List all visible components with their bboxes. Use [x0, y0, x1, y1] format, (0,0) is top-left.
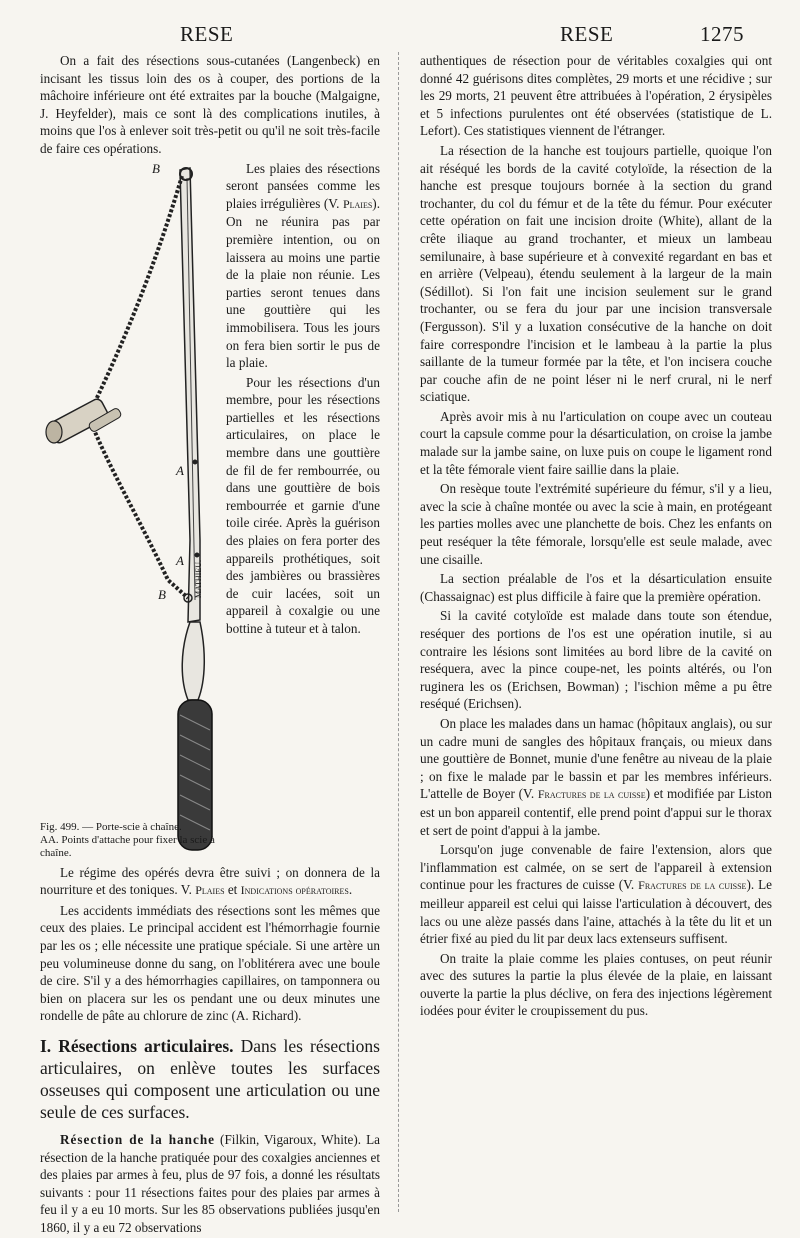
cross-reference: Plaies: [342, 196, 373, 211]
paragraph: [420, 841, 772, 948]
paragraph-text: ). Le meilleur appareil est celui qui laisse l'articulation à découvert, des lacs ou une alèze passés dans l'aine, attachés à la tête du lit et un étrier fixé au pied du lit par deux lacs extenseurs suffisent.: [420, 877, 772, 947]
maker-mark: MATHIEU.: [194, 559, 203, 598]
section-heading-title: I. Résections articulaires.: [40, 1035, 234, 1056]
section-heading-text: Dans les résections articulaires, on enlève toutes les surfaces osseuses qui composent une articulation ou une seule de ces surfaces.: [40, 1035, 380, 1122]
paragraph: Après avoir mis à nu l'articulation on coupe avec un couteau court la capsule comme pour la désarticulation, on croise la jambe malade sur la jambe saine, on luxe puis on coupe le ligament rond et la tête fémorale vient faire saillie dans la plaie.: [420, 408, 772, 477]
cross-reference: Indications opératoires: [240, 883, 349, 898]
cross-reference: Fractures de la cuisse: [638, 878, 747, 893]
left-column: [40, 52, 380, 1238]
paragraph-text: On a fait des résections sous-cutanées (Langenbeck) en incisant les tissus loin des os à couper, des portions de la mâchoire inférieure ont été extraites par la bouche (Malgaigne, J. Heyfelder), mais ce sont là des complications inutiles, à moins que l'os à enlever soit très-petit ou qu'il ne soit très-facile de faire ces opérations.: [40, 53, 380, 156]
section-heading: [40, 1035, 380, 1123]
paragraph: On resèque toute l'extrémité supérieure du fémur, s'il y a lieu, avec la scie à chaîne montée ou avec la scie à main, en protégeant les parties molles avec une planchette de bois. Chez les enfants on peut reséquer la tête fémorale, lorsqu'elle est seule malade, avec une cisaille.: [420, 481, 772, 567]
bone-specimen: [46, 397, 122, 445]
running-head-left: RESE: [180, 22, 234, 46]
paragraph: [40, 52, 380, 158]
paragraph: [40, 864, 380, 900]
cross-reference: Plaies: [195, 883, 225, 898]
paragraph: On traite la plaie comme les plaies contuses, on peut réunir avec des sutures la partie la plus élevée de la plaie, en laissant ouverte la partie la plus déclive, on fera des injections légèrement iodées pour éviter le croupissement du pus.: [420, 950, 772, 1019]
paragraph: [40, 1131, 380, 1237]
paragraph-text: .: [348, 882, 353, 898]
page-number: 1275: [700, 22, 744, 46]
paragraph-text: Les plaies des résections seront pansées comme les plaies irrégulières (V.: [226, 160, 380, 211]
figure-label-b-bottom: B: [158, 586, 166, 602]
paragraph: Les accidents immédiats des résections sont les mêmes que ceux des plaies. Le principal accident est l'hémorrhagie fournie par les os ; elle nécessite une pratique spéciale. Si une artère un peu volumineuse donne du sang, on l'oblitérera avec une boule de cire. S'il y a des hémorrhagies capillaires, on tamponnera ou bien on placera sur les os pendant une ou deux minutes une rondelle de pâte au chlorure de zinc (A. Richard).: [40, 902, 380, 1024]
figure-caption: [40, 821, 220, 860]
figure-label-b-top: B: [152, 160, 160, 176]
paragraph-text: ). On ne réunira pas par première intention, ou on laissera au moins une partie de la plaie non réunie. Les parties seront tenues dans une gouttière qui les immobilisera. Tous les jours on fera bien sortir le pus de la plaie.: [226, 195, 380, 371]
figure-label-a2: A: [176, 552, 184, 568]
chain-saw-holder-illustration: [40, 160, 220, 860]
right-column: [420, 52, 772, 1022]
paragraph: authentiques de résection pour de véritables coxalgies qui ont donné 42 guérisons dites complètes, 29 morts et une récidive ; sur les 29 morts, 21 peuvent être attribuées à l'opération, 2 érysipèles et 5 infections purulentes ont été observées (statistique de L. Lefort). Ces statistiques viennent de l'étranger.: [420, 53, 772, 139]
paragraph-text: Le régime des opérés devra être suivi ; on donnera de la nourriture et des toniques. V.: [40, 864, 380, 898]
paragraph-text: On place les malades dans un hamac (hôpitaux anglais), ou sur un cadre muni de sangles des hôpitaux français, ou mieux dans une gouttière de Bonnet, munie d'une fenêtre au niveau de la plaie ; on fixe le malade par le bassin et par les membres inférieurs. L'attelle de Boyer (V.: [420, 715, 772, 802]
paragraph-text: et: [224, 882, 241, 898]
figure-chain-saw-holder: [40, 160, 220, 860]
paragraph: Si la cavité cotyloïde est malade dans toute son étendue, reséquer des portions de l'os est une opération inutile, si au contraire les lésions sont limitées au bord libre de la cavité on reséquera, avec la pince coupe-net, les points altérés, ou l'on ruginera les os (Erichsen, Bowman) ; l'ischion même a pu être reséqué (Erichsen).: [420, 608, 772, 712]
figure-caption-title: Fig. 499. — Porte-scie à chaîne.: [40, 820, 182, 833]
paragraph: La section préalable de l'os et la désarticulation ensuite (Chassaignac) est plus difficile à faire que la première opération.: [420, 571, 772, 604]
running-head: [0, 22, 800, 50]
running-head-right: RESE: [560, 22, 614, 46]
subsection-title: Résection de la hanche: [60, 1131, 216, 1147]
paragraph-text: Lorsqu'on juge convenable de faire l'extension, alors que l'inflammation est calmée, on se sert de l'appareil à extension continue pour les fractures de cuisse (V.: [420, 842, 772, 893]
column-divider: [398, 52, 400, 1212]
paragraph: Pour les résections d'un membre, pour les résections partielles et les résections articulaires, on place le membre dans une gouttière de fil de fer rembourrée, ou dans une gouttière de bois rembourrée et garnie d'une toile cirée. Après la guérison des plaies on fera porter des appareils prothétiques, soit des jambières ou brassières de cuir lacées, soit un appareil à coxalgie ou une bottine à tuteur et à talon.: [226, 374, 380, 636]
paragraph: [420, 715, 772, 839]
chain: [90, 176, 188, 598]
paragraph-text: ) et modifiée par Liston est un bon appareil contentif, elle prend point d'appui sur le thorax et sert de point d'appui à la jambe.: [420, 786, 772, 838]
paragraph: La résection de la hanche est toujours partielle, quoique l'on ait réséqué les bords de la cavité cotyloïde, la résection de la hanche est presque toujours bornée à la section du grand trochanter, du col du fémur et de la tête du fémur. Pour exécuter cette opération on fait une incision droite (White), allant de la crête iliaque au grand trochanter, et mieux un lambeau semilunaire, à base supérieure et à convexité regardant en bas et en arrière (Velpeau), étendu seulement à la largeur de la main (Sédillot). Si l'on fait une incision seulement sur le grand trochanter, ou se fera du jour par une incision transversale (Fergusson). S'il y a luxation consécutive de la hanche on doit faire correspondre l'incision et le lambeau à la partie la plus saillante de la tumeur formée par la tête, et l'on incisera couche par couche afin de ne point léser ni le nerf crural, ni le nerf sciatique.: [420, 142, 772, 405]
figure-label-a1: A: [176, 462, 184, 478]
cross-reference: Fractures de la cuisse: [537, 787, 646, 802]
paragraph-text: (Filkin, Vigaroux, White). La résection de la hanche pratiquée pour des coxalgies anciennes et des plaies par armes à feu, plus de 97 fois, a donné les résultats suivants : pour 11 résections faites pour des plaies par armes à feu il y a eu 10 morts. Sur les 85 observations publiées jusqu'en 1860, il y a eu 72 observations: [40, 1131, 380, 1235]
figure-caption-detail: AA. Points d'attache pour fixer la scie à chaîne.: [40, 833, 215, 859]
